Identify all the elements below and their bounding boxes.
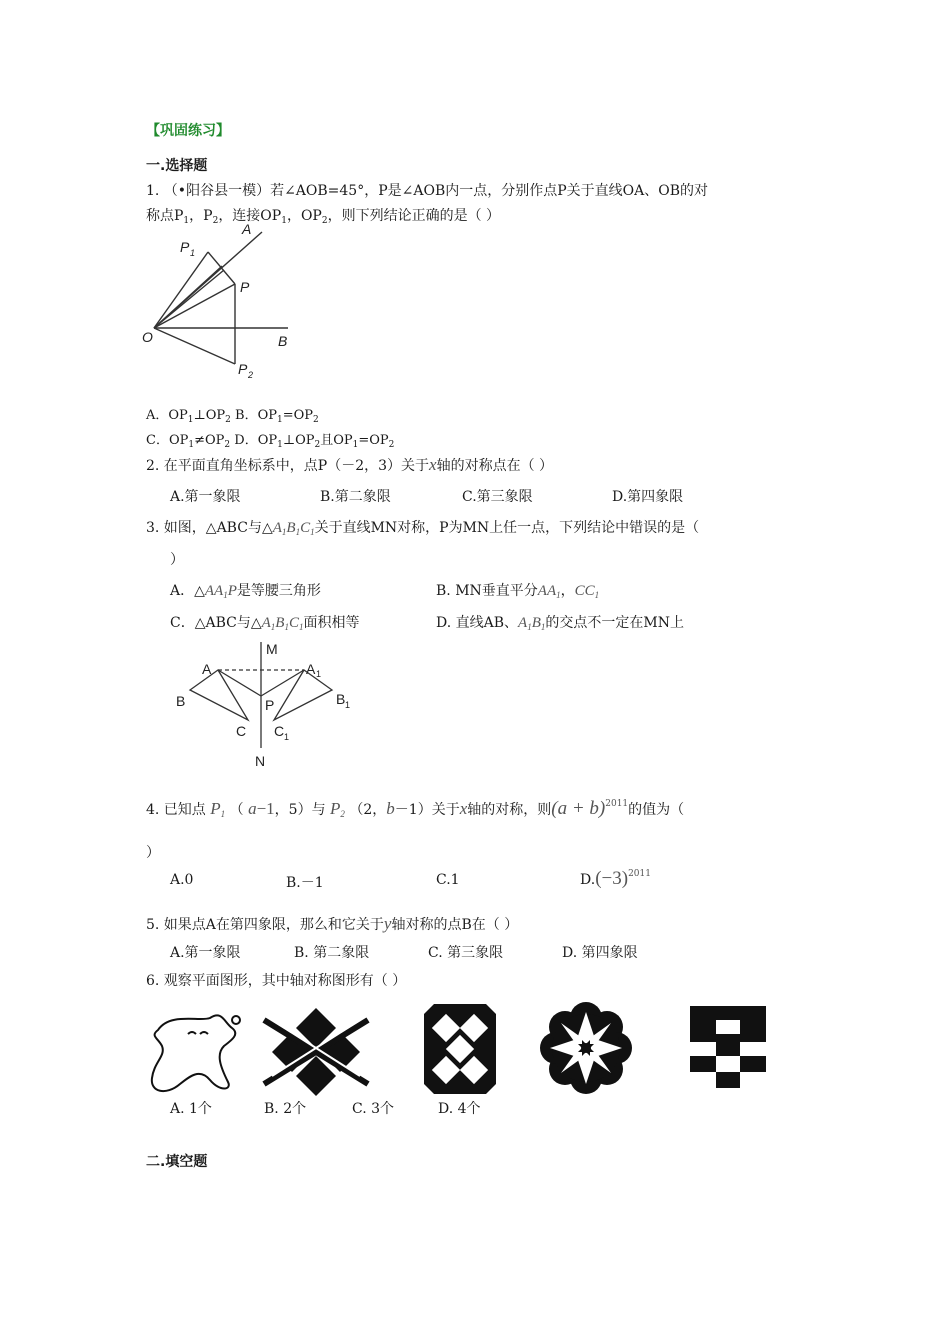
label-C: C <box>236 723 247 739</box>
figure-knot <box>424 1004 496 1094</box>
label-M: M <box>266 641 278 657</box>
label-B1: B <box>336 691 346 707</box>
q3-option-c: C．△ABC与$\triangle A_1B_1C_1$面积相等 <box>170 615 360 632</box>
q5-option-a: A.第一象限 <box>170 945 241 961</box>
q1-options-row2: C．$OP_1\ne OP_2$ D．$OP_1\perp OP_2$且$OP_1=OP_2$ <box>146 433 395 450</box>
q3-option-a: A．$\triangle AA_1P$是等腰三角形 <box>170 583 321 600</box>
q6-option-b: B. 2个 <box>264 1101 307 1117</box>
q3-option-d: D. 直线AB、$A_1B_1$的交点不一定在MN上 <box>436 615 684 632</box>
q6-option-a: A. 1个 <box>170 1101 212 1117</box>
section-title: 【巩固练习】 <box>146 123 230 139</box>
svg-text:1: 1 <box>345 700 351 710</box>
q4-stem-end: ） <box>146 845 160 861</box>
q4-option-b: B.－1 <box>286 875 324 891</box>
label-B: B <box>278 333 288 349</box>
q3-stem: 3. 如图，△ABC与$\triangle A_1B_1C_1$关于直线MN对称，P为MN上任一点，下列结论中错误的是（ <box>146 520 700 537</box>
q3-figure <box>170 638 370 773</box>
figure-ghost <box>152 1015 240 1091</box>
label-C1: C <box>274 723 285 739</box>
figure-diamonds <box>264 1008 368 1096</box>
label-N: N <box>255 753 266 769</box>
q2-option-b: B.第二象限 <box>320 489 391 505</box>
svg-text:1: 1 <box>284 732 290 742</box>
q2-option-d: D.第四象限 <box>612 489 684 505</box>
q5-option-b: B. 第二象限 <box>294 945 370 961</box>
triangle-ABC <box>190 670 248 720</box>
svg-text:1: 1 <box>316 669 322 679</box>
part2-title: 二.填空题 <box>146 1154 208 1170</box>
triangle-A1B1C1 <box>274 670 332 720</box>
label-P2: P <box>238 361 248 377</box>
label-A: A <box>202 661 212 677</box>
label-B: B <box>176 693 186 709</box>
q4-option-d: $D.(-3)^{2011}$ <box>580 868 651 889</box>
q4-option-c: C.1 <box>436 872 460 888</box>
q6-option-d: D. 4个 <box>438 1101 481 1117</box>
svg-text:2: 2 <box>248 370 254 380</box>
q5-option-c: C. 第三象限 <box>428 945 504 961</box>
label-A: A <box>242 222 252 237</box>
q2-stem: 2. 在平面直角坐标系中，点P（－2，3）关于x轴的对称点在（ ） <box>146 455 554 474</box>
q5-option-d: D. 第四象限 <box>562 945 638 961</box>
label-P1: P <box>180 239 190 255</box>
svg-text:1: 1 <box>190 248 196 258</box>
q2-option-c: C.第三象限 <box>462 489 533 505</box>
q1-stem-line1: 1. （•阳谷县一模）若∠AOB=45°，P是∠AOB内一点，分别作点P关于直线OA、OB的对 <box>146 183 709 199</box>
part1-title: 一.选择题 <box>146 158 208 174</box>
q4-stem: 4. 已知点 $P_1$ （ a−1，5）与 $P_2$ （2，b－1）关于x轴的对称，则$(a + b)^{2011}$的值为（ <box>146 798 685 819</box>
q3-stem-end: ） <box>170 552 184 568</box>
q1-stem-line2: 称点$P_1$，$P_2$，连接$OP_1$，$OP_2$，则下列结论正确的是（ ） <box>146 208 501 226</box>
q6-option-c: C. 3个 <box>352 1101 395 1117</box>
label-P: P <box>265 697 275 713</box>
q4-option-a: A.0 <box>170 872 194 888</box>
q2-option-a: A.第一象限 <box>170 489 241 505</box>
q1-figure <box>138 222 298 382</box>
figure-blocks <box>690 1006 766 1088</box>
q3-option-b: B. MN垂直平分$AA_1$，$CC_1$ <box>436 583 600 600</box>
figure-flower <box>540 1002 632 1094</box>
label-O: O <box>142 329 153 345</box>
q6-stem: 6. 观察平面图形，其中轴对称图形有（ ） <box>146 973 407 989</box>
label-A1: A <box>306 661 316 677</box>
segment-OP2 <box>154 328 235 364</box>
q1-options-row1: A．$OP_1\perp OP_2$ B．$OP_1=OP_2$ <box>146 408 319 425</box>
q6-figures <box>140 1000 780 1100</box>
q5-stem: 5. 如果点A在第四象限，那么和它关于y轴对称的点B在（ ） <box>146 914 519 933</box>
label-P: P <box>240 279 250 295</box>
